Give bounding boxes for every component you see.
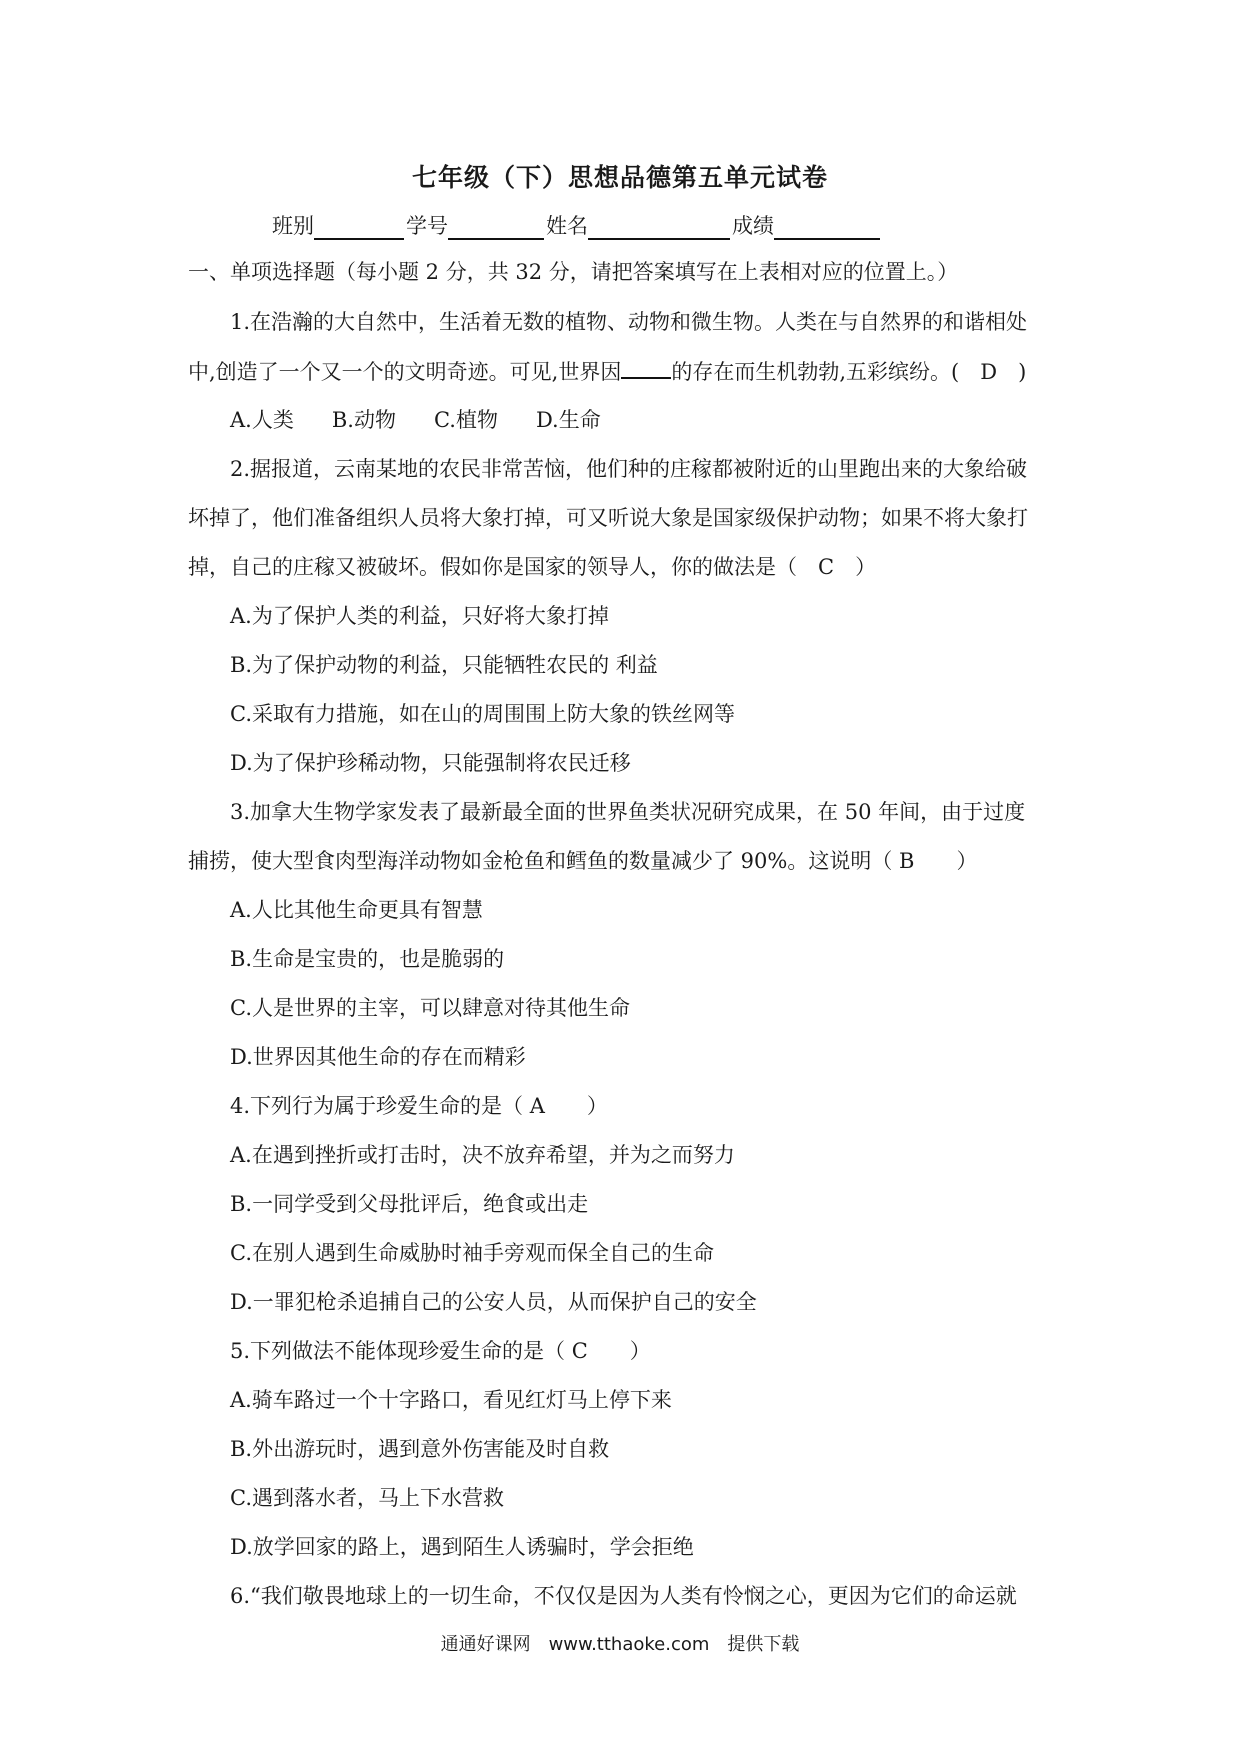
q1-stem-line2	[188, 357, 1026, 386]
q5-option-c: C.遇到落水者，马上下水营救	[230, 1486, 504, 1510]
name-label: 姓名	[546, 214, 588, 238]
section-heading: 一、单项选择题（每小题 2 分，共 32 分，请把答案填写在上表相对应的位置上。）	[188, 260, 959, 284]
q4-option-b: B.一同学受到父母批评后，绝食或出走	[230, 1192, 589, 1216]
student-info-row	[272, 210, 882, 240]
name-blank[interactable]	[588, 216, 730, 240]
number-blank[interactable]	[448, 216, 544, 240]
q5-option-d: D.放学回家的路上，遇到陌生人诱骗时，学会拒绝	[230, 1535, 694, 1559]
q1-option-d: D.生命	[535, 408, 601, 432]
q1-options	[230, 406, 601, 434]
q1-stem-line2-pre: 中,创造了一个又一个的文明奇迹。可见,世界因	[188, 360, 622, 384]
q1-option-a: A.人类	[230, 408, 294, 432]
q2-stem-line2: 坏掉了，他们准备组织人员将大象打掉，可又听说大象是国家级保护动物；如果不将大象打	[188, 506, 1028, 530]
page-title: 七年级（下）思想品德第五单元试卷	[411, 163, 828, 192]
q2-option-a: A.为了保护人类的利益，只好将大象打掉	[230, 604, 609, 628]
q4-option-d: D.一罪犯枪杀追捕自己的公安人员，从而保护自己的安全	[230, 1290, 757, 1314]
q3-option-d: D.世界因其他生命的存在而精彩	[230, 1045, 526, 1069]
score-label: 成绩	[732, 214, 774, 238]
q2-option-c: C.采取有力措施，如在山的周围围上防大象的铁丝网等	[230, 702, 735, 726]
q3-stem-line1: 3.加拿大生物学家发表了最新最全面的世界鱼类状况研究成果，在 50 年间，由于过度	[230, 800, 1026, 824]
class-blank[interactable]	[314, 216, 404, 240]
q1-stem-line1: 1.在浩瀚的大自然中，生活着无数的植物、动物和微生物。人类在与自然界的和谐相处	[230, 310, 1028, 334]
score-blank[interactable]	[774, 216, 880, 240]
q2-option-b: B.为了保护动物的利益，只能牺牲农民的 利益	[230, 653, 658, 677]
q1-stem-line2-post: 的存在而生机勃勃,五彩缤纷。( D )	[671, 360, 1027, 384]
q5-stem: 5.下列做法不能体现珍爱生命的是（ C ）	[230, 1339, 651, 1363]
q6-stem-line1: 6.“我们敬畏地球上的一切生命，不仅仅是因为人类有怜悯之心，更因为它们的命运就	[230, 1584, 1017, 1608]
q2-stem-line3: 掉，自己的庄稼又被破坏。假如你是国家的领导人，你的做法是（ C ）	[188, 555, 877, 579]
q4-option-a: A.在遇到挫折或打击时，决不放弃希望，并为之而努力	[230, 1143, 735, 1167]
class-label: 班别	[272, 214, 314, 238]
q3-option-c: C.人是世界的主宰，可以肆意对待其他生命	[230, 996, 630, 1020]
q5-option-a: A.骑车路过一个十字路口，看见红灯马上停下来	[230, 1388, 672, 1412]
q2-option-d: D.为了保护珍稀动物，只能强制将农民迁移	[230, 751, 631, 775]
q5-option-b: B.外出游玩时，遇到意外伤害能及时自救	[230, 1437, 610, 1461]
q2-stem-line1: 2.据报道，云南某地的农民非常苦恼，他们种的庄稼都被附近的山里跑出来的大象给破	[230, 457, 1028, 481]
q3-stem-line2: 捕捞，使大型食肉型海洋动物如金枪鱼和鳕鱼的数量减少了 90%。这说明（ B ）	[188, 849, 978, 873]
q4-stem: 4.下列行为属于珍爱生命的是（ A ）	[230, 1094, 608, 1118]
q1-option-b: B.动物	[331, 408, 396, 432]
page-footer: 通通好课网 www.tthaoke.com 提供下载	[440, 1634, 800, 1655]
q3-option-a: A.人比其他生命更具有智慧	[230, 898, 483, 922]
q1-option-c: C.植物	[433, 408, 498, 432]
q1-answer-blank[interactable]	[621, 357, 671, 379]
q3-option-b: B.生命是宝贵的，也是脆弱的	[230, 947, 505, 971]
number-label: 学号	[406, 214, 448, 238]
q4-option-c: C.在别人遇到生命威胁时袖手旁观而保全自己的生命	[230, 1241, 714, 1265]
